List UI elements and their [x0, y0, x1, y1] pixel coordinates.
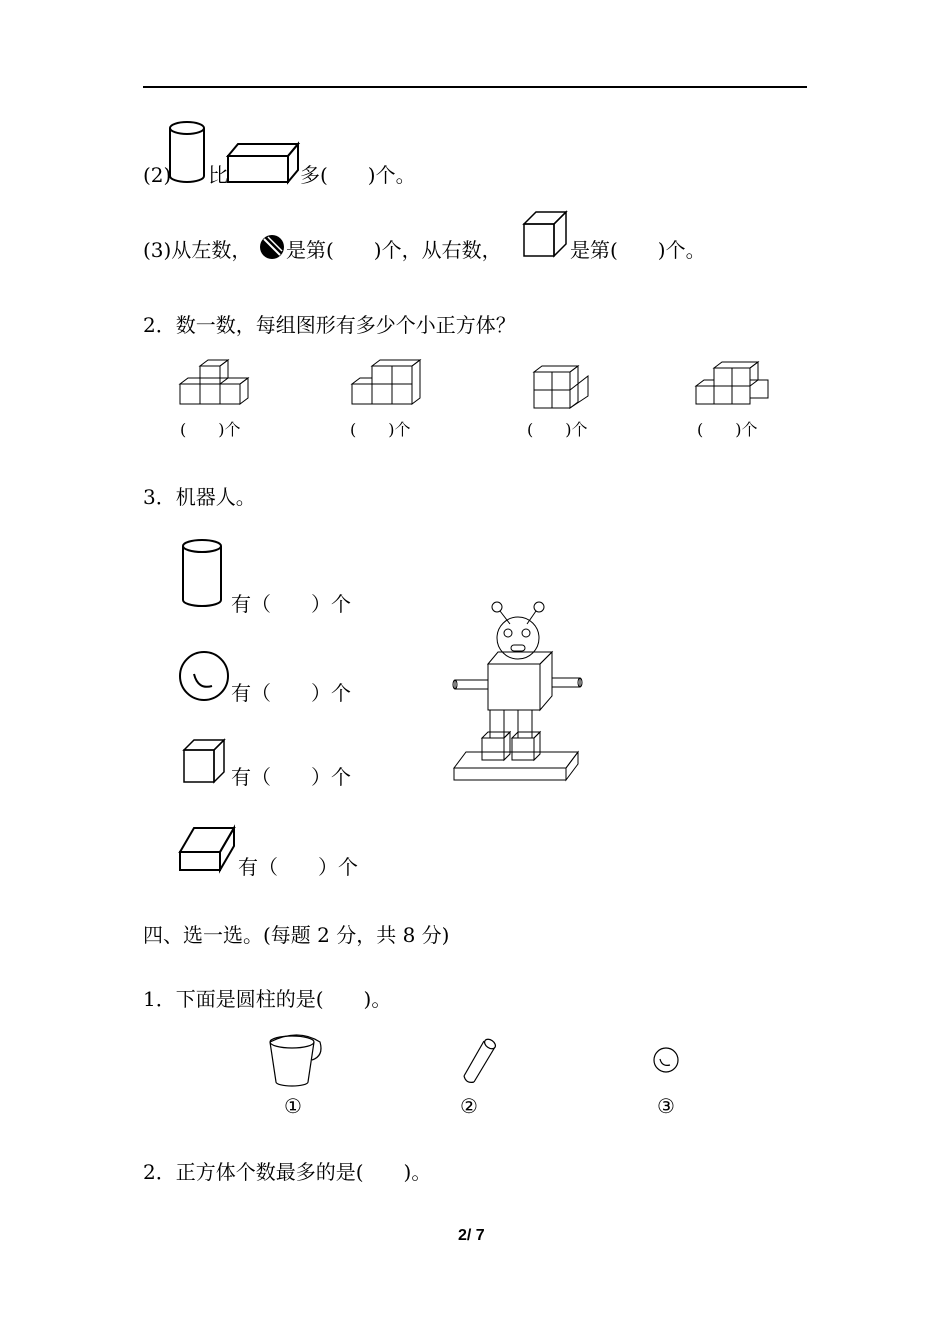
section-four-title: 四、选一选。(每题 2 分，共 8 分)	[143, 923, 450, 947]
robot-row-1[interactable]: 有（ ）个	[231, 592, 351, 616]
q3-suffix: 是第( )个。	[570, 238, 706, 262]
cube-group-2	[350, 358, 422, 408]
q2-middle: 比	[208, 163, 228, 187]
bucket-icon	[268, 1034, 326, 1088]
cylinder-icon	[168, 120, 208, 186]
count-answer-1[interactable]: ( )个	[180, 420, 241, 439]
s4-q1-title: 1．下面是圆柱的是( )。	[143, 987, 392, 1011]
count-answer-2[interactable]: ( )个	[350, 420, 411, 439]
count-question-title: 2．数一数，每组图形有多少个小正方体？	[143, 313, 516, 337]
robot-row-3[interactable]: 有（ ）个	[231, 765, 351, 789]
s4-q1-option-1[interactable]: ①	[284, 1094, 302, 1118]
cube-group-1	[178, 360, 250, 408]
q3-prefix: (3)从左数，	[143, 238, 252, 262]
q2-prefix: (2)	[143, 163, 172, 187]
s4-q1-option-3[interactable]: ③	[657, 1094, 675, 1118]
robot-cylinder-icon	[181, 538, 225, 610]
tube-icon	[460, 1036, 500, 1086]
robot-row-2[interactable]: 有（ ）个	[231, 681, 351, 705]
q3-middle: 是第( )个，从右数，	[286, 238, 502, 262]
s4-q2-title: 2．正方体个数最多的是( )。	[143, 1160, 432, 1184]
count-answer-4[interactable]: ( )个	[697, 420, 758, 439]
count-answer-3[interactable]: ( )个	[527, 420, 588, 439]
cuboid-icon	[226, 142, 302, 184]
robot-figure	[450, 600, 584, 784]
header-rule	[143, 86, 807, 88]
robot-row-4[interactable]: 有（ ）个	[238, 855, 358, 879]
robot-question-title: 3．机器人。	[143, 485, 256, 509]
s4-q1-option-2[interactable]: ②	[460, 1094, 478, 1118]
robot-cube-icon	[182, 738, 228, 786]
cube-icon	[522, 210, 570, 260]
robot-sphere-icon	[178, 650, 232, 704]
cube-group-4	[694, 360, 774, 408]
robot-cuboid-icon	[178, 826, 238, 874]
page-number: 2/ 7	[458, 1227, 485, 1244]
ball-small-icon	[652, 1046, 680, 1074]
ball-icon	[259, 234, 285, 260]
q2-suffix: 多( )个。	[300, 163, 416, 187]
cube-group-3	[532, 366, 594, 410]
